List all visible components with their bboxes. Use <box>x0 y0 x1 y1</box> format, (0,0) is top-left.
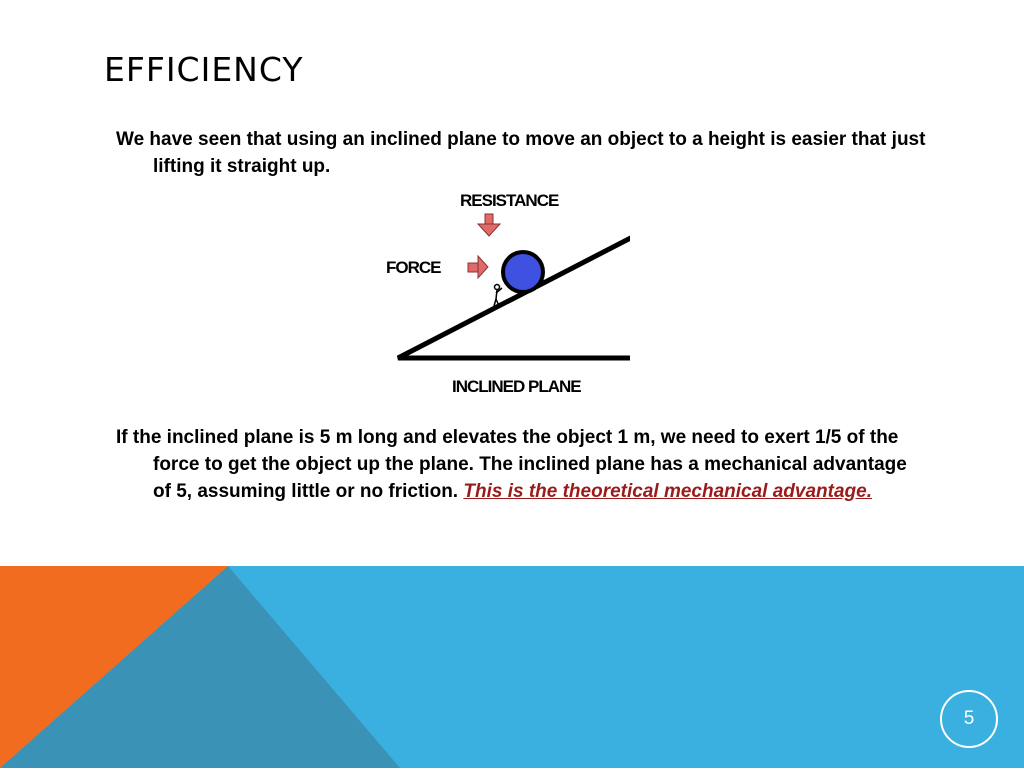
inclined-plane-shape <box>398 228 630 358</box>
force-label: FORCE <box>386 258 441 277</box>
force-arrow-icon <box>468 256 488 278</box>
slide-title: EFFICIENCY <box>104 50 304 89</box>
inclined-plane-diagram <box>380 186 630 400</box>
footer-band <box>0 566 1024 768</box>
ball-object <box>503 252 543 292</box>
page-number-badge: 5 <box>940 690 998 748</box>
theoretical-advantage-note: This is the theoretical mechanical advantage. <box>463 481 872 502</box>
explanation-text: If the inclined plane is 5 m long and elevates the object 1 m, we need to exert 1/5 of the force to get the object up the plane. The inclined plane has a mechanical advantage of 5, assuming little or no friction. <box>116 427 907 502</box>
resistance-arrow-icon <box>478 214 500 236</box>
resistance-label: RESISTANCE <box>460 191 559 210</box>
intro-paragraph: We have seen that using an inclined plane to move an object to a height is easier that just lifting it straight up. <box>116 129 926 177</box>
inclined-plane-label: INCLINED PLANE <box>452 377 581 396</box>
explanation-paragraph <box>116 424 926 505</box>
